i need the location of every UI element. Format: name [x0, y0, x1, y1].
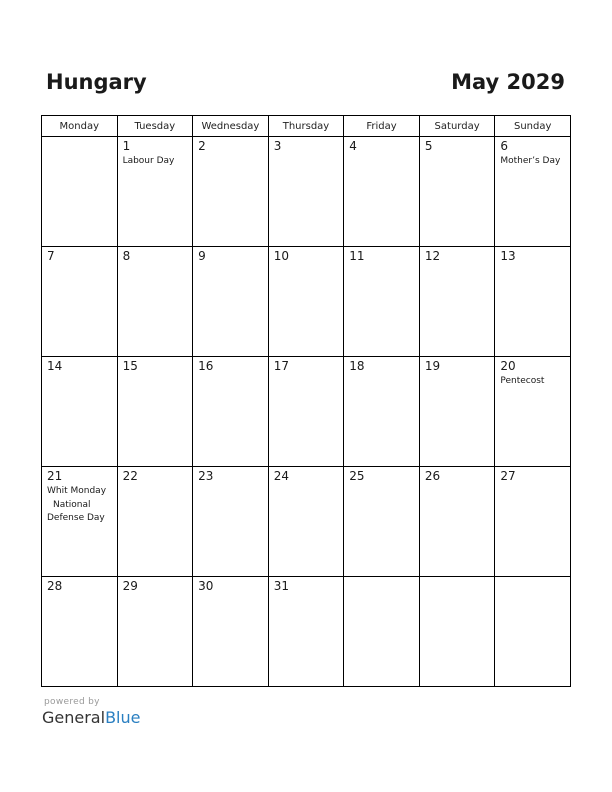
weekday-header-row: [42, 116, 571, 137]
country-title: Hungary: [46, 70, 147, 94]
day-number: 11: [349, 249, 365, 263]
day-cell: [344, 467, 420, 577]
weekday-header: Friday: [344, 116, 420, 137]
day-number: 26: [424, 469, 441, 483]
day-cell: [42, 467, 118, 577]
day-number: 14: [47, 359, 63, 373]
day-cell: [419, 357, 495, 467]
day-number: 15: [122, 359, 138, 373]
day-number: 17: [273, 359, 289, 373]
day-number: 10: [273, 249, 289, 263]
day-cell: [193, 467, 269, 577]
day-cell: [268, 467, 344, 577]
weekday-header: Tuesday: [117, 116, 193, 137]
holiday-label: Labour Day: [122, 156, 175, 166]
weekday-header: Thursday: [268, 116, 344, 137]
day-number: 5: [424, 139, 433, 153]
day-cell: [495, 357, 571, 467]
day-number: 23: [198, 469, 214, 483]
powered-by-text: powered by: [44, 697, 100, 707]
day-cell: [117, 467, 193, 577]
day-number: 28: [47, 579, 63, 593]
brand-logo-part1: General: [42, 708, 106, 727]
day-number: 22: [122, 469, 138, 483]
day-number: 18: [349, 359, 365, 373]
holiday-label: National: [53, 500, 91, 510]
day-cell: [42, 577, 118, 687]
day-cell: [193, 247, 269, 357]
day-cell: [495, 577, 571, 687]
day-cell: [42, 247, 118, 357]
day-cell: [344, 577, 420, 687]
day-number: 8: [122, 249, 131, 263]
day-number: 12: [424, 249, 441, 263]
week-row: [42, 467, 571, 577]
week-row: [42, 577, 571, 687]
day-cell: [268, 357, 344, 467]
brand-logo-part2: Blue: [105, 708, 141, 727]
day-number: 7: [47, 249, 55, 263]
day-cell: [268, 137, 344, 247]
day-number: 3: [273, 139, 282, 153]
day-number: 30: [198, 579, 214, 593]
day-cell: [193, 137, 269, 247]
day-number: 1: [122, 139, 131, 153]
day-number: 29: [122, 579, 138, 593]
day-cell: [117, 577, 193, 687]
day-cell: [268, 247, 344, 357]
day-number: 19: [424, 359, 441, 373]
day-number: 20: [500, 359, 516, 373]
week-row: [42, 137, 571, 247]
day-cell: [419, 247, 495, 357]
holiday-label: Whit Monday: [47, 486, 107, 496]
day-number: 27: [500, 469, 516, 483]
week-row: [42, 357, 571, 467]
holiday-label: Pentecost: [500, 376, 545, 386]
holiday-label: Mother’s Day: [500, 156, 561, 166]
day-cell: [419, 467, 495, 577]
day-number: 4: [349, 139, 357, 153]
weekday-header: Wednesday: [193, 116, 269, 137]
day-number: 24: [273, 469, 289, 483]
day-cell: [268, 577, 344, 687]
weekday-header: Monday: [42, 116, 118, 137]
day-cell: [419, 137, 495, 247]
day-number: 31: [273, 579, 289, 593]
calendar-grid: [41, 115, 571, 687]
weekday-header: Saturday: [419, 116, 495, 137]
day-number: 9: [198, 249, 206, 263]
day-cell: [193, 357, 269, 467]
day-cell: [117, 137, 193, 247]
day-cell: [495, 467, 571, 577]
holiday-label: Defense Day: [47, 513, 105, 523]
day-number: 16: [198, 359, 214, 373]
day-number: 2: [198, 139, 206, 153]
day-cell: [42, 357, 118, 467]
day-cell: [193, 577, 269, 687]
day-cell: [419, 577, 495, 687]
brand-logo[interactable]: [42, 708, 140, 727]
day-number: 6: [500, 139, 509, 153]
month-year-title: May 2029: [451, 70, 565, 94]
day-cell: [344, 357, 420, 467]
day-cell: [495, 137, 571, 247]
day-cell: [344, 247, 420, 357]
day-cell: [117, 357, 193, 467]
day-number: 13: [500, 249, 516, 263]
weekday-header: Sunday: [495, 116, 571, 137]
day-cell: [117, 247, 193, 357]
day-cell: [344, 137, 420, 247]
day-cell: [495, 247, 571, 357]
week-row: [42, 247, 571, 357]
day-number: 25: [349, 469, 365, 483]
day-cell: [42, 137, 118, 247]
day-number: 21: [47, 469, 63, 483]
